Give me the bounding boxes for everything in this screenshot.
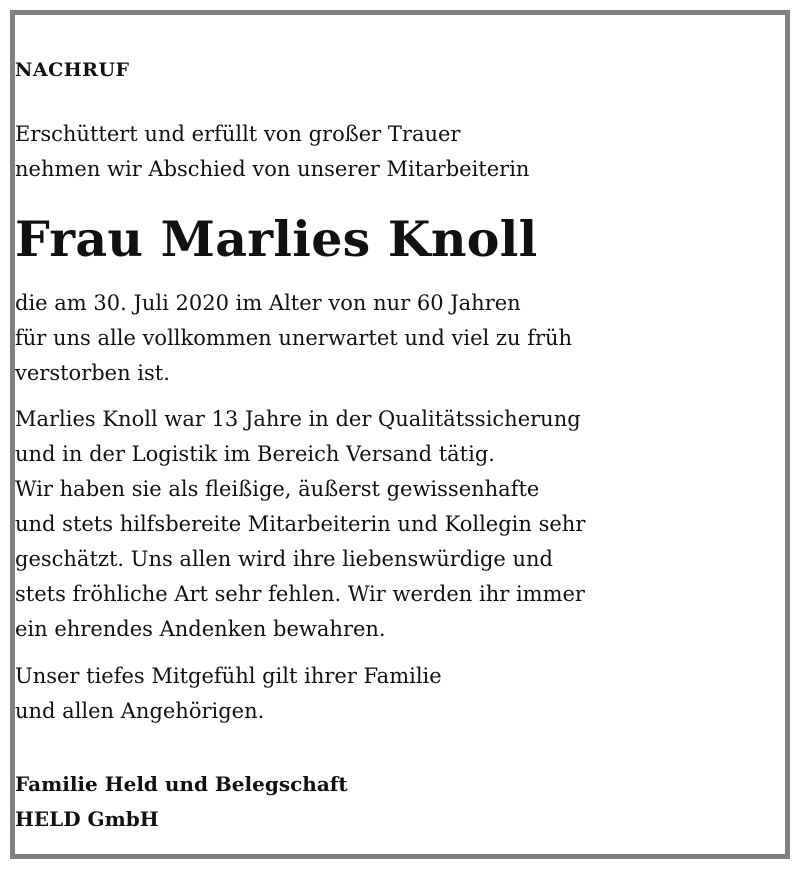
paragraph-line: und stets hilfsbereite Mitarbeiterin und Kollegin sehr — [15, 512, 586, 536]
paragraph-line: für uns alle vollkommen unerwartet und viel zu früh — [15, 326, 573, 350]
signature-block — [15, 767, 785, 837]
paragraph-line: Unser tiefes Mitgefühl gilt ihrer Familie — [15, 664, 442, 688]
deceased-name — [15, 204, 785, 274]
paragraph-line: und allen Angehörigen. — [15, 699, 265, 723]
obituary-heading — [15, 59, 785, 81]
paragraph-line: Marlies Knoll war 13 Jahre in der Qualitätssicherung — [15, 407, 581, 431]
deceased-name-text: Frau Marlies Knoll — [15, 210, 538, 268]
intro-line: Erschüttert und erfüllt von großer Trauer — [15, 122, 461, 146]
paragraph-line: ein ehrendes Andenken bewahren. — [15, 617, 386, 641]
heading-text: NACHRUF — [15, 59, 130, 81]
signature-line: Familie Held und Belegschaft — [15, 772, 348, 796]
paragraph-line: Wir haben sie als fleißige, äußerst gewissenhafte — [15, 477, 540, 501]
paragraph-line: geschätzt. Uns allen wird ihre liebenswürdige und — [15, 547, 554, 571]
paragraph-line: die am 30. Juli 2020 im Alter von nur 60 Jahren — [15, 291, 521, 315]
intro-line: nehmen wir Abschied von unserer Mitarbeiterin — [15, 157, 530, 181]
paragraph-line: und in der Logistik im Bereich Versand tätig. — [15, 442, 495, 466]
intro-text — [15, 117, 785, 187]
tribute-paragraph — [15, 402, 785, 647]
condolence-paragraph — [15, 659, 785, 729]
paragraph-line: stets fröhliche Art sehr fehlen. Wir werden ihr immer — [15, 582, 585, 606]
company-name: HELD GmbH — [15, 807, 159, 831]
paragraph-line: verstorben ist. — [15, 361, 170, 385]
obituary-frame — [10, 10, 790, 859]
death-notice-paragraph — [15, 286, 785, 391]
